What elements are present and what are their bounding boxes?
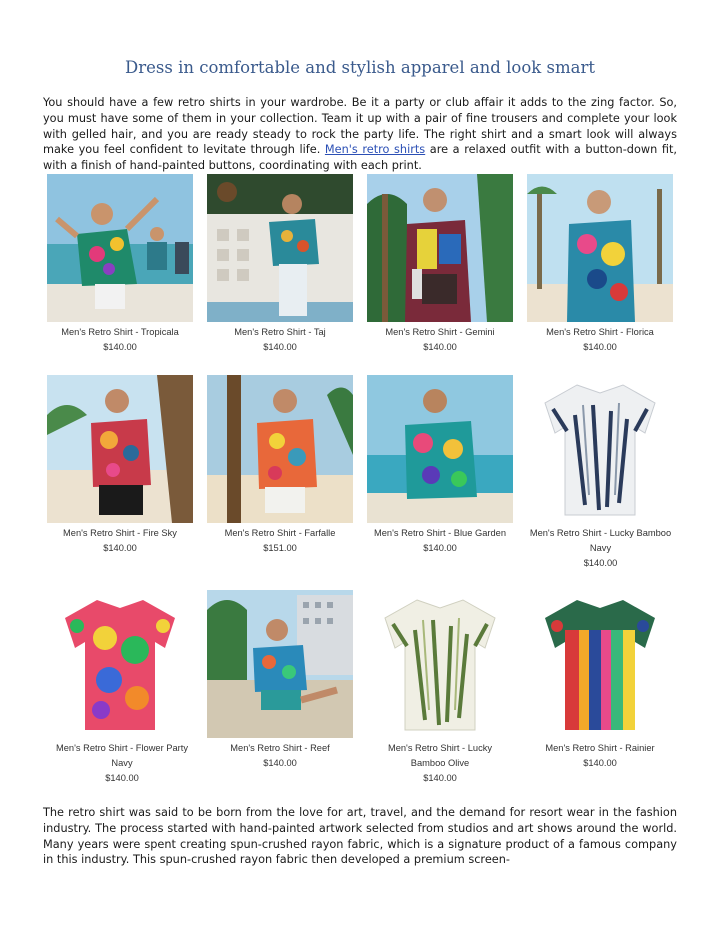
product-price: $140.00 <box>263 758 297 768</box>
outro-paragraph: The retro shirt was said to be born from the love for art, travel, and the demand for resort wear in the fashion industry. The process started with hand-painted artwork selected from studios and art shows around the world. Many years were spent creating spun-crushed rayon fabric, which is a signature product of a famous company in this industry. This spun-crushed rayon fabric then developed a premium screen- <box>43 806 677 867</box>
product-name[interactable]: Men's Retro Shirt - Reef <box>230 743 330 753</box>
product-photo-florica[interactable] <box>527 174 673 322</box>
product-price: $140.00 <box>583 342 617 352</box>
product-card-flower-party-navy[interactable] <box>47 741 197 786</box>
product-photo-flower-party-navy[interactable] <box>47 590 193 738</box>
product-price: $140.00 <box>105 773 139 783</box>
product-card-taj[interactable] <box>200 325 360 355</box>
product-photo-lucky-bamboo-olive[interactable] <box>367 590 513 738</box>
product-price: $140.00 <box>583 558 618 568</box>
product-card-reef[interactable] <box>200 741 360 771</box>
product-card-tropicala[interactable] <box>40 325 200 355</box>
product-price: $140.00 <box>103 543 137 553</box>
product-name[interactable]: Men's Retro Shirt - Tropicala <box>61 327 179 337</box>
product-photo-taj[interactable] <box>207 174 353 322</box>
product-price: $140.00 <box>423 773 457 783</box>
product-card-rainier[interactable] <box>520 741 680 771</box>
product-card-farfalle[interactable] <box>200 526 360 556</box>
product-name[interactable]: Men's Retro Shirt - Farfalle <box>224 528 336 538</box>
product-name[interactable]: Men's Retro Shirt - Lucky Bamboo Olive <box>387 743 493 768</box>
product-card-gemini[interactable] <box>360 325 520 355</box>
product-price: $140.00 <box>103 342 137 352</box>
product-price: $140.00 <box>263 342 297 352</box>
product-name[interactable]: Men's Retro Shirt - Rainier <box>545 743 655 753</box>
product-name[interactable]: Men's Retro Shirt - Taj <box>234 327 326 337</box>
product-price: $140.00 <box>423 543 457 553</box>
product-card-lucky-bamboo-olive[interactable] <box>375 741 505 786</box>
product-photo-fire-sky[interactable] <box>47 375 193 523</box>
product-name[interactable]: Men's Retro Shirt - Lucky Bamboo Navy <box>529 528 672 553</box>
product-card-blue-garden[interactable] <box>360 526 520 556</box>
product-price: $140.00 <box>423 342 457 352</box>
product-photo-blue-garden[interactable] <box>367 375 513 523</box>
product-name[interactable]: Men's Retro Shirt - Flower Party Navy <box>56 743 188 768</box>
product-card-florica[interactable] <box>520 325 680 355</box>
product-photo-farfalle[interactable] <box>207 375 353 523</box>
product-photo-reef[interactable] <box>207 590 353 738</box>
retro-shirts-link[interactable]: Men's retro shirts <box>324 143 426 157</box>
product-photo-rainier[interactable] <box>527 590 673 738</box>
intro-text-end: are a relaxed outfit with a button-down fit, with a finish of hand-painted buttons, coordinating with each print. <box>43 143 677 173</box>
product-name[interactable]: Men's Retro Shirt - Gemini <box>385 327 495 337</box>
product-photo-gemini[interactable] <box>367 174 513 322</box>
page-title: Dress in comfortable and stylish apparel and look smart <box>125 58 595 77</box>
product-card-lucky-bamboo-navy[interactable] <box>528 526 673 571</box>
product-card-fire-sky[interactable] <box>40 526 200 556</box>
product-photo-lucky-bamboo-navy[interactable] <box>527 375 673 523</box>
product-name[interactable]: Men's Retro Shirt - Fire Sky <box>63 528 177 538</box>
product-price: $151.00 <box>263 543 297 553</box>
product-price: $140.00 <box>583 758 617 768</box>
intro-text-start: You should have a few retro shirts in your wardrobe. Be it a party or club affair it adds to the zing factor. So, you must have some of them in your collection. Team it up with a pair of fine trousers and complete your look with gelled hair, and you are ready steady to rock the party life. The right shirt and a smart look will always make you feel confident to levitate through life. <box>43 96 677 157</box>
product-name[interactable]: Men's Retro Shirt - Blue Garden <box>374 528 506 538</box>
product-name[interactable]: Men's Retro Shirt - Florica <box>546 327 654 337</box>
product-photo-tropicala[interactable] <box>47 174 193 322</box>
